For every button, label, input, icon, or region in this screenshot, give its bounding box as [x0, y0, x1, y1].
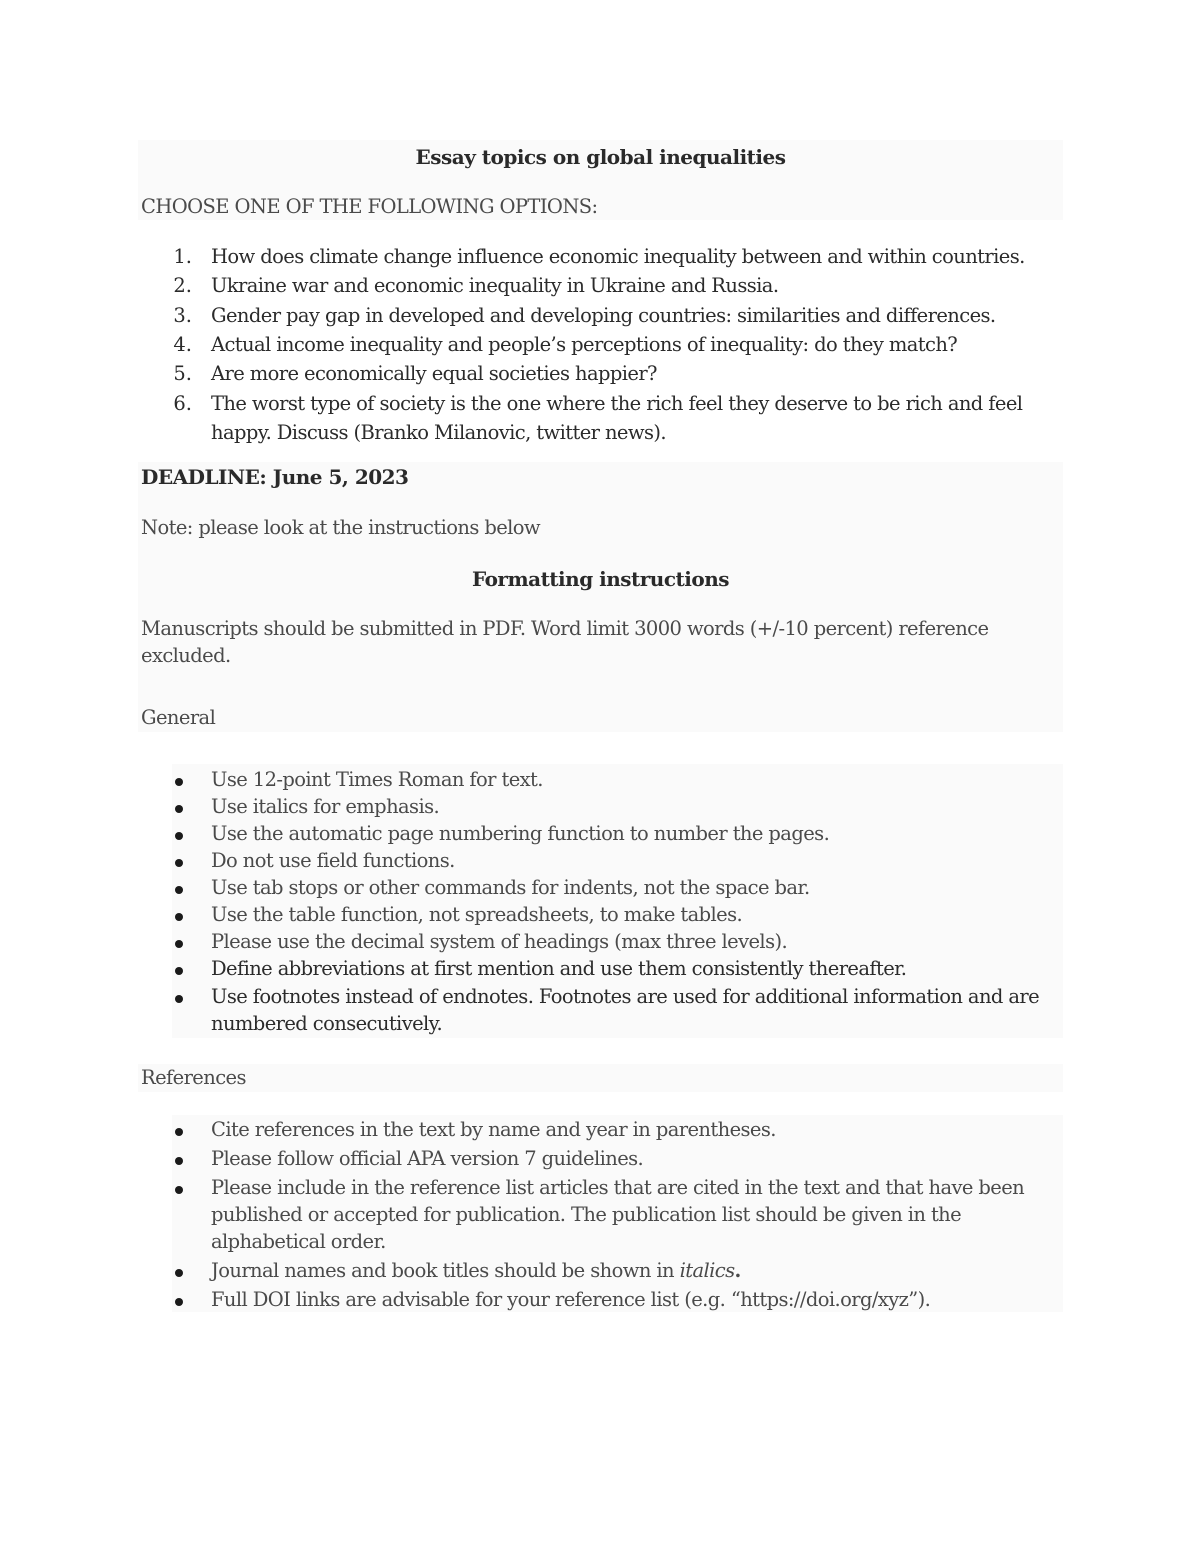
- list-item: Use 12-point Times Roman for text.: [211, 768, 543, 791]
- list-item: Do not use field functions.: [211, 849, 455, 872]
- list-item: Please include in the reference list articles that are cited in the text and that have been published or accepted for publication. The publication list should be given in the alphabetical order.: [211, 1176, 1025, 1253]
- topic-item: How does climate change influence economic inequality between and within countries.: [211, 245, 1025, 268]
- bullet-icon: [175, 1128, 183, 1136]
- topic-number: 1.: [173, 245, 192, 268]
- deadline-band: [138, 462, 1063, 732]
- bullet-icon: [175, 995, 183, 1003]
- bullet-icon: [175, 940, 183, 948]
- bullet-icon: [175, 967, 183, 975]
- page-title: Essay topics on global inequalities: [415, 145, 786, 169]
- topic-number: 5.: [173, 362, 192, 385]
- bullet-icon: [175, 805, 183, 813]
- bullet-icon: [175, 1269, 183, 1277]
- list-item: Use the automatic page numbering function to number the pages.: [211, 822, 830, 845]
- italic-word: italics: [679, 1259, 735, 1282]
- topic-number: 4.: [173, 333, 192, 356]
- bullet-icon: [175, 859, 183, 867]
- list-item: Use footnotes instead of endnotes. Footnotes are used for additional information and are numbered consecutively.: [211, 985, 1040, 1035]
- list-item: Full DOI links are advisable for your reference list (e.g. “https://doi.org/xyz”).: [211, 1288, 931, 1311]
- topic-item: Gender pay gap in developed and developing countries: similarities and differences.: [211, 304, 996, 327]
- topic-item: Ukraine war and economic inequality in Ukraine and Russia.: [211, 274, 779, 297]
- topic-item: The worst type of society is the one where the rich feel they deserve to be rich and feel happy. Discuss (Branko Milanovic, twitter news).: [211, 392, 1023, 444]
- list-item-suffix: .: [734, 1259, 741, 1282]
- bullet-icon: [175, 1186, 183, 1194]
- bullet-icon: [175, 886, 183, 894]
- topic-number: 3.: [173, 304, 192, 327]
- bullet-icon: [175, 1157, 183, 1165]
- topic-number: 6.: [173, 392, 192, 415]
- bullet-icon: [175, 913, 183, 921]
- list-item-text: Journal names and book titles should be shown in: [211, 1259, 680, 1282]
- choose-instruction: CHOOSE ONE OF THE FOLLOWING OPTIONS:: [141, 195, 598, 218]
- list-item: Use tab stops or other commands for indents, not the space bar.: [211, 876, 810, 899]
- manuscripts-paragraph: Manuscripts should be submitted in PDF. Word limit 3000 words (+/-10 percent) reference excluded.: [141, 617, 989, 667]
- topic-item: Actual income inequality and people’s perceptions of inequality: do they match?: [211, 333, 958, 356]
- list-item: Define abbreviations at first mention and use them consistently thereafter.: [211, 957, 907, 980]
- references-heading: References: [141, 1066, 246, 1089]
- list-item: Please use the decimal system of headings (max three levels).: [211, 930, 788, 953]
- topic-number: 2.: [173, 274, 192, 297]
- list-item: Use the table function, not spreadsheets, to make tables.: [211, 903, 743, 926]
- list-item: Please follow official APA version 7 guidelines.: [211, 1147, 644, 1170]
- list-item: Cite references in the text by name and year in parentheses.: [211, 1118, 776, 1141]
- bullet-icon: [175, 1298, 183, 1306]
- bullet-icon: [175, 832, 183, 840]
- references-heading-band: [138, 1064, 1063, 1092]
- deadline: DEADLINE: June 5, 2023: [141, 465, 409, 489]
- note-text: Note: please look at the instructions below: [141, 516, 541, 539]
- topic-item: Are more economically equal societies happier?: [211, 362, 657, 385]
- formatting-heading: Formatting instructions: [471, 567, 730, 591]
- general-heading: General: [141, 706, 216, 729]
- bullet-icon: [175, 778, 183, 786]
- list-item: [211, 1257, 1061, 1284]
- list-item: Use italics for emphasis.: [211, 795, 440, 818]
